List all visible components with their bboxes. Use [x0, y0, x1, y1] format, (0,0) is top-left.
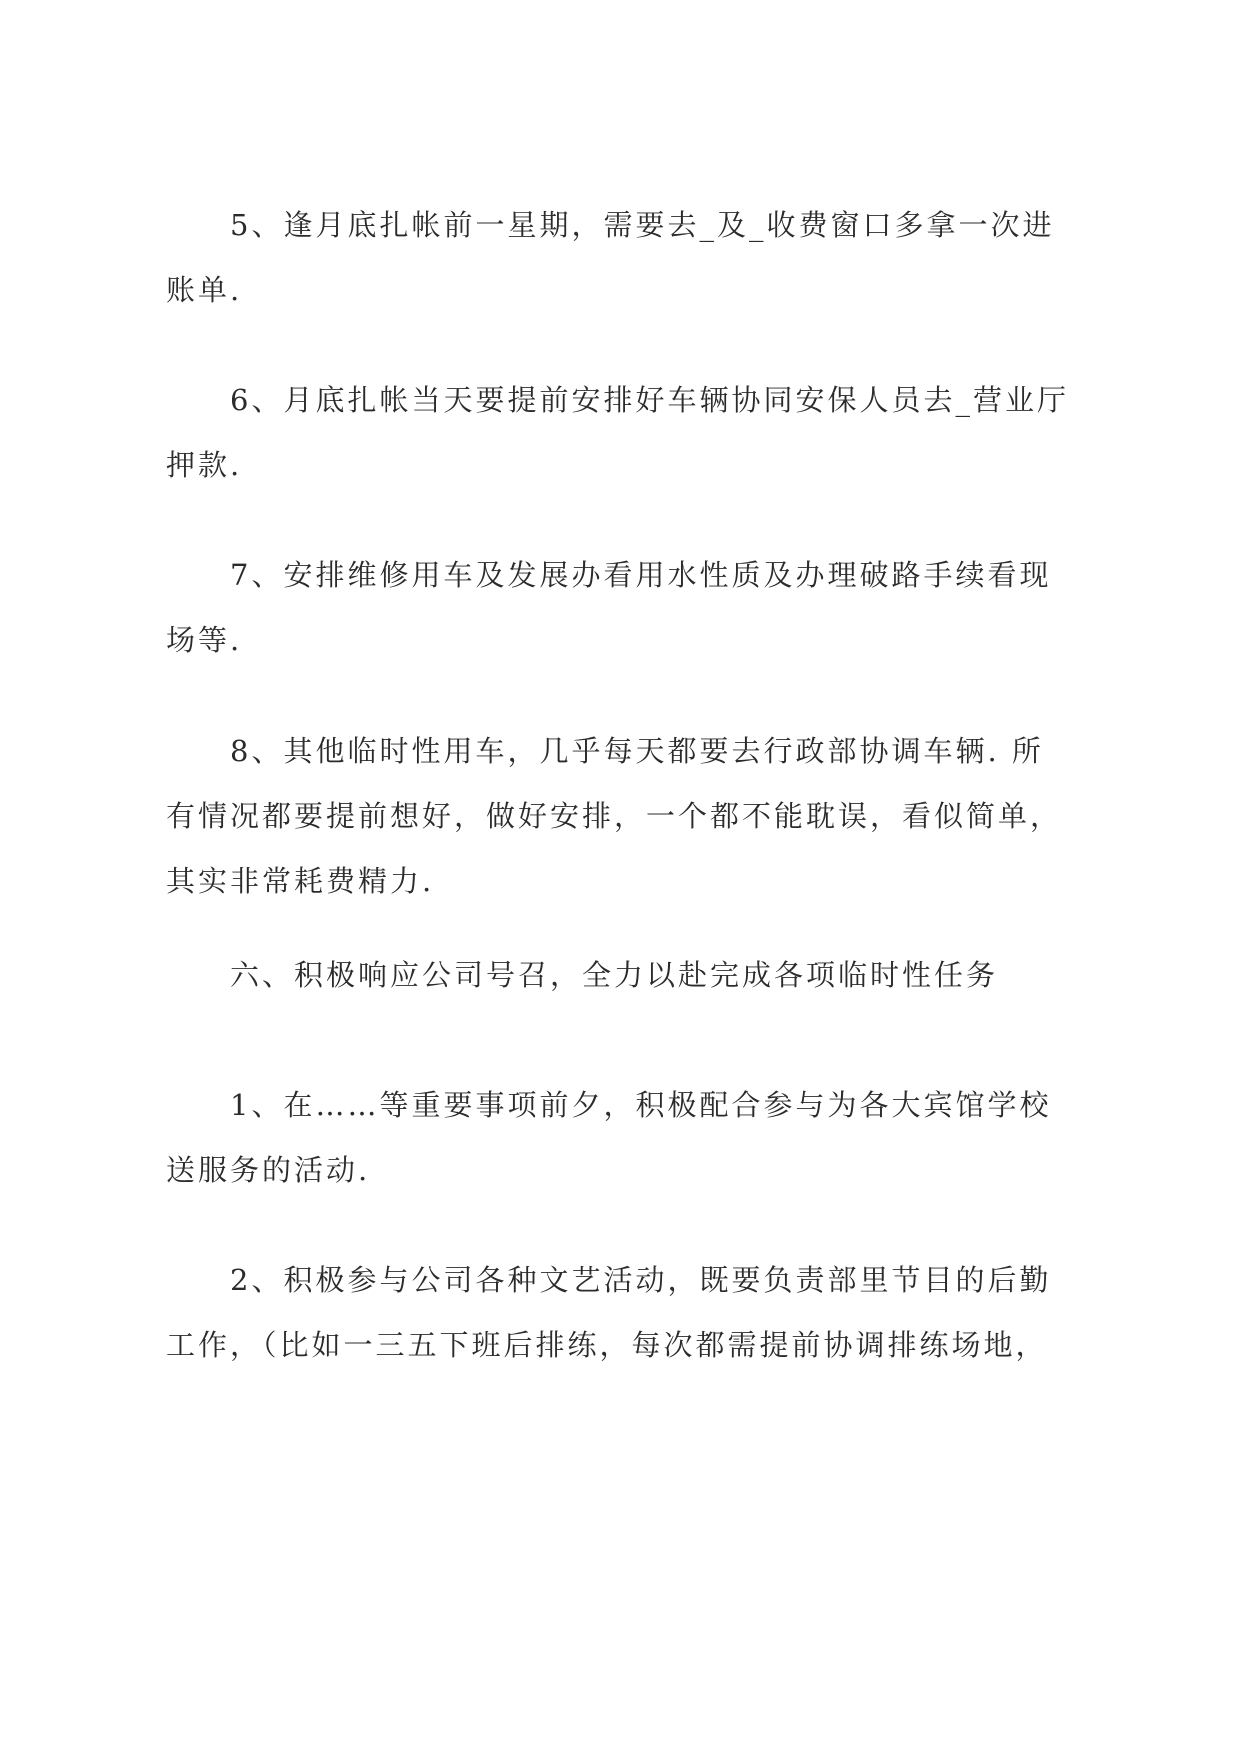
text-line: 工作，（比如一三五下班后排练，每次都需提前协调排练场地， — [166, 1328, 1048, 1362]
text-line: 2、积极参与公司各种文艺活动，既要负责部里节目的后勤 — [230, 1263, 1052, 1297]
text-line: 账单. — [166, 273, 243, 307]
text-line: 场等. — [166, 623, 243, 657]
text-line: 5、逢月底扎帐前一星期，需要去_及_收费窗口多拿一次进 — [230, 208, 1055, 242]
section-heading — [166, 955, 1086, 995]
text-line: 送服务的活动. — [166, 1153, 371, 1187]
text-line: 8、其他临时性用车，几乎每天都要去行政部协调车辆. 所 — [230, 734, 1044, 768]
text-line: 押款. — [166, 448, 243, 482]
text-line: 7、安排维修用车及发展办看用水性质及办理破路手续看现 — [230, 558, 1052, 592]
paragraph-task-2 — [166, 1260, 1086, 1365]
text-line: 其实非常耗费精力. — [166, 864, 435, 898]
paragraph-item-7 — [166, 555, 1086, 660]
heading-text: 六、积极响应公司号召，全力以赴完成各项临时性任务 — [230, 958, 999, 992]
text-line: 有情况都要提前想好，做好安排，一个都不能耽误，看似简单， — [166, 799, 1063, 833]
text-line: 6、月底扎帐当天要提前安排好车辆协同安保人员去_营业厅 — [230, 383, 1069, 417]
paragraph-item-5 — [166, 205, 1086, 310]
paragraph-task-1 — [166, 1085, 1086, 1190]
paragraph-item-6 — [166, 380, 1086, 485]
paragraph-item-8 — [166, 731, 1086, 901]
text-line: 1、在……等重要事项前夕，积极配合参与为各大宾馆学校 — [230, 1088, 1052, 1122]
